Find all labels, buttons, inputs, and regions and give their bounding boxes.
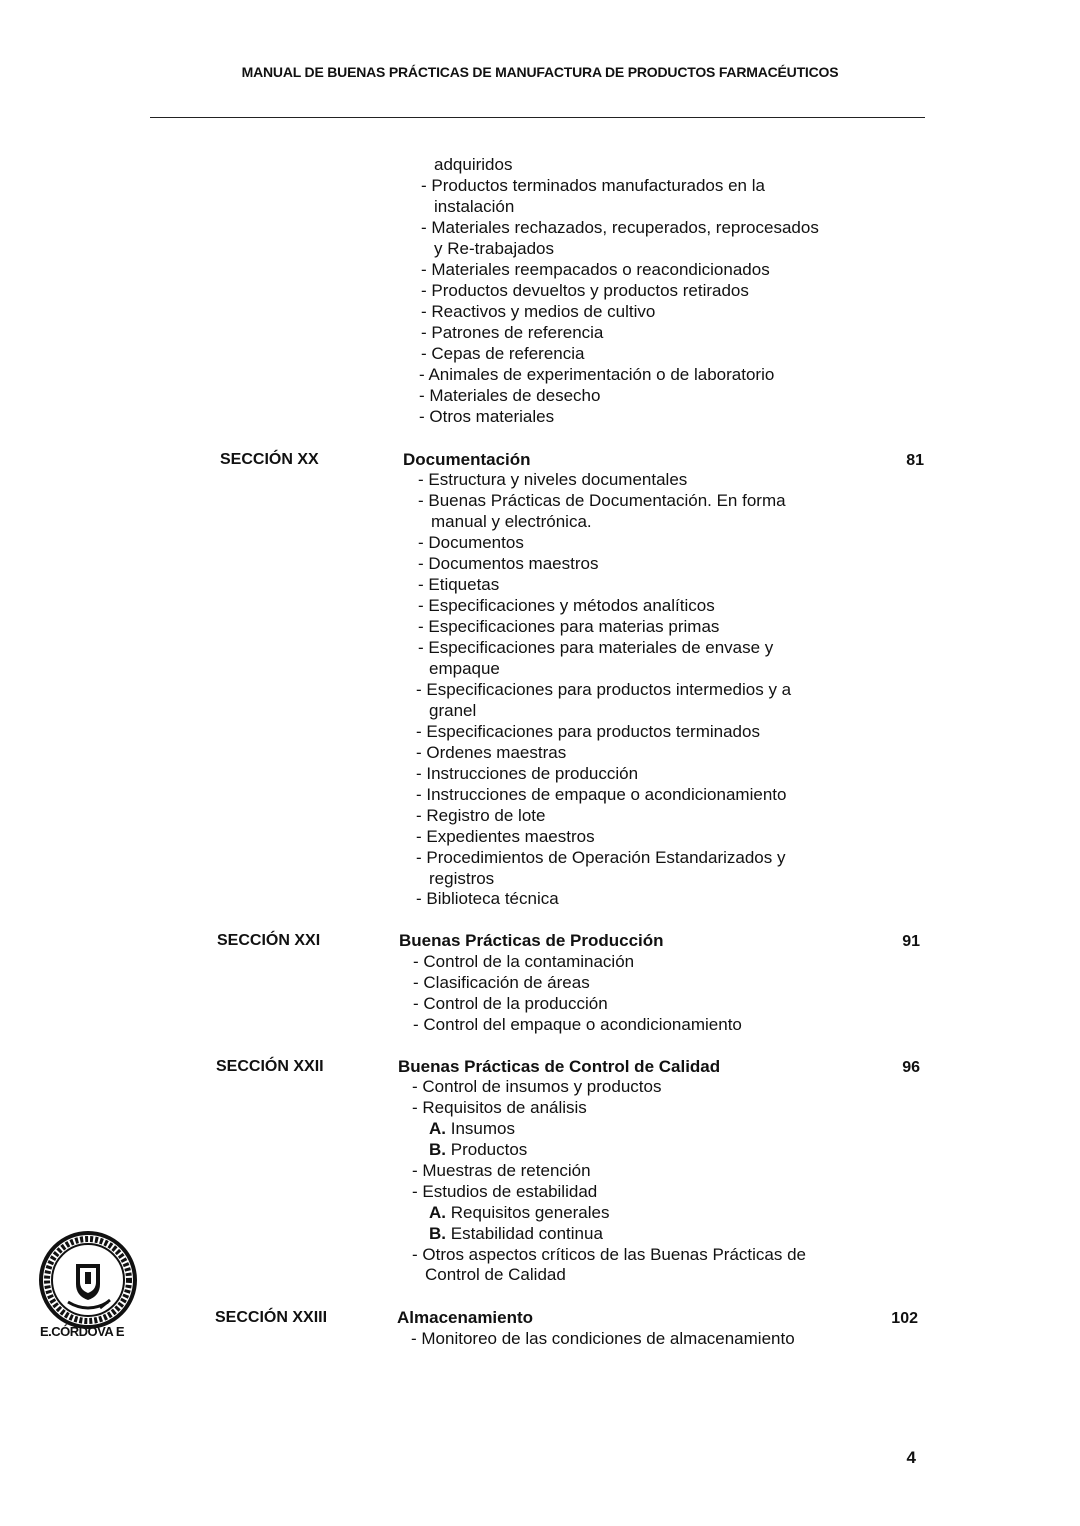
section-title: Documentación <box>403 450 531 469</box>
list-item: - Especificaciones para productos terminados <box>416 722 760 741</box>
list-item: - Instrucciones de producción <box>416 764 639 783</box>
list-item: - Productos terminados manufacturados en la <box>421 176 765 195</box>
list-item: - Buenas Prácticas de Documentación. En forma <box>418 491 786 510</box>
list-item: - Estudios de estabilidad <box>412 1182 598 1201</box>
list-item: - Requisitos de análisis <box>412 1098 587 1117</box>
header-rule <box>150 117 925 118</box>
section-title: Buenas Prácticas de Producción <box>399 931 664 950</box>
section-title: Almacenamiento <box>397 1308 534 1327</box>
list-subitem: B. Productos <box>429 1140 528 1159</box>
list-item: - Documentos maestros <box>418 554 599 573</box>
list-item: - Animales de experimentación o de laboratorio <box>419 365 775 384</box>
list-item: - Materiales de desecho <box>419 386 601 405</box>
list-item: Control de Calidad <box>425 1265 566 1284</box>
list-item: - Instrucciones de empaque o acondicionamiento <box>416 785 787 804</box>
list-item: - Etiquetas <box>418 575 500 594</box>
section-label: SECCIÓN XXIII <box>215 1309 328 1326</box>
list-item: - Reactivos y medios de cultivo <box>421 302 656 321</box>
list-item: - Ordenes maestras <box>416 743 567 762</box>
list-item: - Estructura y niveles documentales <box>418 470 688 489</box>
list-item: - Materiales reempacados o reacondicionados <box>421 260 770 279</box>
list-subitem: B. Estabilidad continua <box>429 1224 603 1243</box>
list-item: - Clasificación de áreas <box>413 973 590 992</box>
list-item: registros <box>429 869 495 888</box>
list-item: - Productos devueltos y productos retirados <box>421 281 749 300</box>
list-item: - Control de la contaminación <box>413 952 635 971</box>
list-item: instalación <box>434 197 515 216</box>
list-item: - Cepas de referencia <box>421 344 585 363</box>
list-item: - Expedientes maestros <box>416 827 595 846</box>
list-item: - Otros materiales <box>419 407 555 426</box>
list-item: granel <box>429 701 477 720</box>
list-item: - Documentos <box>418 533 524 552</box>
list-item: empaque <box>429 659 500 678</box>
list-item: - Especificaciones para materiales de envase y <box>418 638 774 657</box>
list-item: - Especificaciones para productos intermedios y a <box>416 680 792 699</box>
section-label: SECCIÓN XX <box>220 451 319 468</box>
section-title: Buenas Prácticas de Control de Calidad <box>398 1057 721 1076</box>
list-subitem: A. Insumos <box>429 1119 515 1138</box>
signature-name: E.CÓRDOVA E <box>40 1324 125 1339</box>
section-label: SECCIÓN XXII <box>216 1058 324 1075</box>
list-item: y Re-trabajados <box>434 239 555 258</box>
list-item: - Materiales rechazados, recuperados, reprocesados <box>421 218 819 237</box>
list-item: - Otros aspectos críticos de las Buenas Prácticas de <box>412 1245 807 1264</box>
list-item: - Patrones de referencia <box>421 323 604 342</box>
official-seal-icon <box>38 1230 138 1330</box>
list-item: - Control de insumos y productos <box>412 1077 662 1096</box>
section-page: 96 <box>902 1059 920 1076</box>
section-page: 102 <box>891 1310 918 1327</box>
list-subitem: A. Requisitos generales <box>429 1203 610 1222</box>
section-page: 81 <box>906 452 924 469</box>
list-item: - Control del empaque o acondicionamiento <box>413 1015 742 1034</box>
list-item: adquiridos <box>434 155 513 174</box>
section-label: SECCIÓN XXI <box>217 932 321 949</box>
list-item: manual y electrónica. <box>431 512 592 531</box>
list-item: - Registro de lote <box>416 806 546 825</box>
list-item: - Especificaciones para materias primas <box>418 617 720 636</box>
list-item: - Procedimientos de Operación Estandarizados y <box>416 848 786 867</box>
list-item: - Especificaciones y métodos analíticos <box>418 596 715 615</box>
running-header: MANUAL DE BUENAS PRÁCTICAS DE MANUFACTURA DE PRODUCTOS FARMACÉUTICOS <box>241 64 839 80</box>
list-item: - Monitoreo de las condiciones de almacenamiento <box>411 1329 795 1348</box>
section-page: 91 <box>902 933 920 950</box>
page-number: 4 <box>906 1448 916 1467</box>
list-item: - Control de la producción <box>413 994 608 1013</box>
list-item: - Biblioteca técnica <box>416 889 559 908</box>
list-item: - Muestras de retención <box>412 1161 591 1180</box>
